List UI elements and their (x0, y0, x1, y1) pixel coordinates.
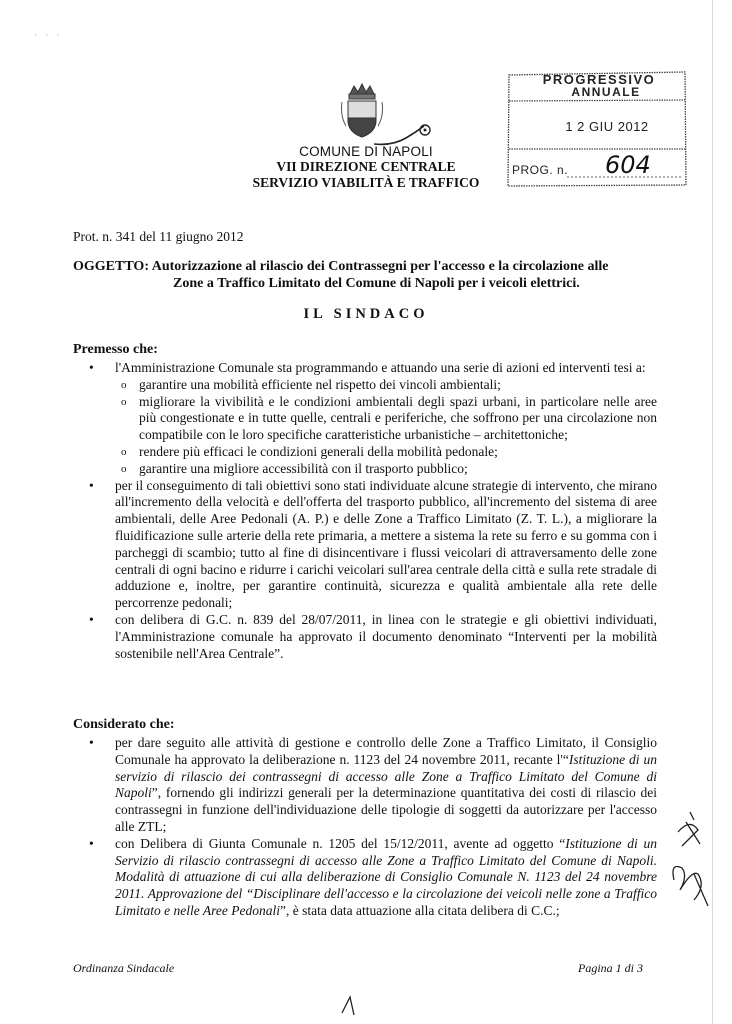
premesso-subitem: garantire una migliore accessibilità con il trasporto pubblico; (139, 460, 468, 476)
premesso-subitem: garantire una mobilità efficiente nel rispetto dei vincoli ambientali; (139, 376, 501, 392)
stamp-prog-label: PROG. n. (512, 163, 569, 177)
bullet-icon: • (89, 360, 94, 375)
sub-list-item (115, 461, 657, 478)
subject-text-line2: Zone a Traffico Limitato del Comune di Napoli per i veicoli elettrici. (173, 276, 580, 291)
bullet-icon: • (89, 611, 94, 627)
footer-page-number: Pagina 1 di 3 (578, 961, 643, 975)
considerato-heading: Considerato che: (73, 717, 175, 732)
premesso-item1-intro: l'Amministrazione Comunale sta programmando e attuando una serie di azioni ed interventi tesi a: (115, 360, 646, 375)
considerato-item1-text-end: ”, fornendo gli indirizzi generali per la determinazione quantitativa dei costi di rilascio dei contrassegni in funzione dell'individuazione delle tipologie di soggetti da autorizzare per l'accesso alle ZTL; (115, 785, 657, 834)
bullet-icon: • (89, 477, 94, 493)
list-item (73, 478, 657, 612)
handwritten-page-number-icon (336, 993, 364, 1017)
ring-bullet-icon: o (121, 395, 127, 408)
considerato-item2 (115, 836, 657, 920)
premesso-heading: Premesso che: (73, 342, 158, 357)
header-comune: COMUNE DI NAPOLI (299, 144, 433, 159)
list-item (73, 360, 657, 478)
premesso-item3: con delibera di G.C. n. 839 del 28/07/2011, in linea con le strategie e gli obiettivi individuati, l'Amministrazione comunale ha approvato il documento denominato “Interventi per la mobilità sostenibile nell'Area Centrale”. (115, 611, 657, 661)
list-item (73, 735, 657, 836)
ring-bullet-icon: o (121, 462, 127, 475)
stamp-date: 1 2 GIU 2012 (565, 119, 649, 134)
subject-text-line1: Autorizzazione al rilascio dei Contrassegni per l'accesso e la circolazione alle (151, 259, 609, 274)
premesso-subitem: rendere più efficaci le condizioni generali della mobilità pedonale; (139, 443, 498, 459)
list-item (73, 836, 657, 920)
list-item (73, 612, 657, 662)
stamp-line2: ANNUALE (571, 85, 641, 99)
bullet-icon: • (89, 835, 94, 851)
subject-block (73, 258, 657, 292)
header-servizio: SERVIZIO VIABILITÀ E TRAFFICO (252, 175, 480, 190)
sub-list-item (115, 444, 657, 461)
premesso-list (73, 360, 657, 662)
considerato-item2-italic: Istituzione di un Servizio di rilascio contrassegni di accesso alle Zone a Traffico Limitato del Comune di Napoli. Modalità di attuazione di cui alla deliberazione di Consiglio Comunale N. 1123 del 24 novembre 2011. Approvazione del “Disciplinare dell'accesso e la circolazione dei veicoli nelle zone a Traffico Limitato e nelle Aree Pedonali (115, 835, 657, 918)
progressive-stamp (507, 69, 687, 189)
handwritten-initials-icon (664, 810, 716, 920)
bullet-icon: • (89, 735, 94, 750)
document-title: IL SINDACO (303, 306, 429, 322)
stamp-line1: PROGRESSIVO (542, 72, 656, 87)
subject-label: OGGETTO: (73, 259, 149, 274)
sub-list-item (115, 377, 657, 394)
premesso-item2: per il conseguimento di tali obiettivi sono stati individuate alcune strategie di intervento, che mirano all'incremento della velocità e dell'offerta del trasporto pubblico, all'incremento del sistema di aree ambientali, delle Aree Pedonali (A. P.) e delle Zone a Traffico Limitato (Z. T. L.), a migliorare la fluidificazione sulle arterie della rete primaria, a mettere a sistema la rete su ferro e su gomma con i parcheggi di scambio; tutto al fine di disincentivare i flussi veicolari di attraversamento delle zone centrali di ogni bacino e ridurre i carichi veicolari sull'area centrale della città e sulla rete stradale di adduzione e, inoltre, per garantire continuità, sicurezza e qualità ambientale alla rete delle percorrenze pedonali; (115, 477, 657, 611)
ring-bullet-icon: o (121, 378, 127, 391)
stamp-prog-number: 604 (605, 151, 651, 179)
considerato-item2-text: con Delibera di Giunta Comunale n. 1205 del 15/12/2011, avente ad oggetto “ (115, 835, 566, 851)
footer-document-type: Ordinanza Sindacale (73, 961, 175, 975)
considerato-list (73, 735, 657, 920)
header-direzione: VII DIREZIONE CENTRALE (276, 159, 456, 174)
scan-specks: · · · (34, 30, 63, 40)
protocol-line: Prot. n. 341 del 11 giugno 2012 (73, 229, 244, 244)
sub-list-item (115, 394, 657, 444)
considerato-item2-text-end: ”, è stata data attuazione alla citata delibera di C.C.; (279, 902, 560, 918)
considerato-item1-text: per dare seguito alle attività di gestione e controllo delle Zone a Traffico Limitato, il Consiglio Comunale ha approvato la deliberazione n. 1123 del 24 novembre 2011, recante l'“ (115, 735, 657, 767)
considerato-item1-italic: Istituzione di un servizio di rilascio dei contrassegni di accesso alle Zone a Traffico Limitato del Comune di Napoli (115, 751, 658, 801)
premesso-subitem: migliorare la vivibilità e le condizioni ambientali degli spazi urbani, in particolare nelle aree più congestionate e in tutte quelle, centrali e periferiche, che soffrono per una circolazione non compatibile con le loro specifiche caratteristiche urbanistiche – architettoniche; (139, 393, 657, 443)
ring-bullet-icon: o (121, 445, 127, 458)
considerato-item1 (115, 735, 657, 836)
